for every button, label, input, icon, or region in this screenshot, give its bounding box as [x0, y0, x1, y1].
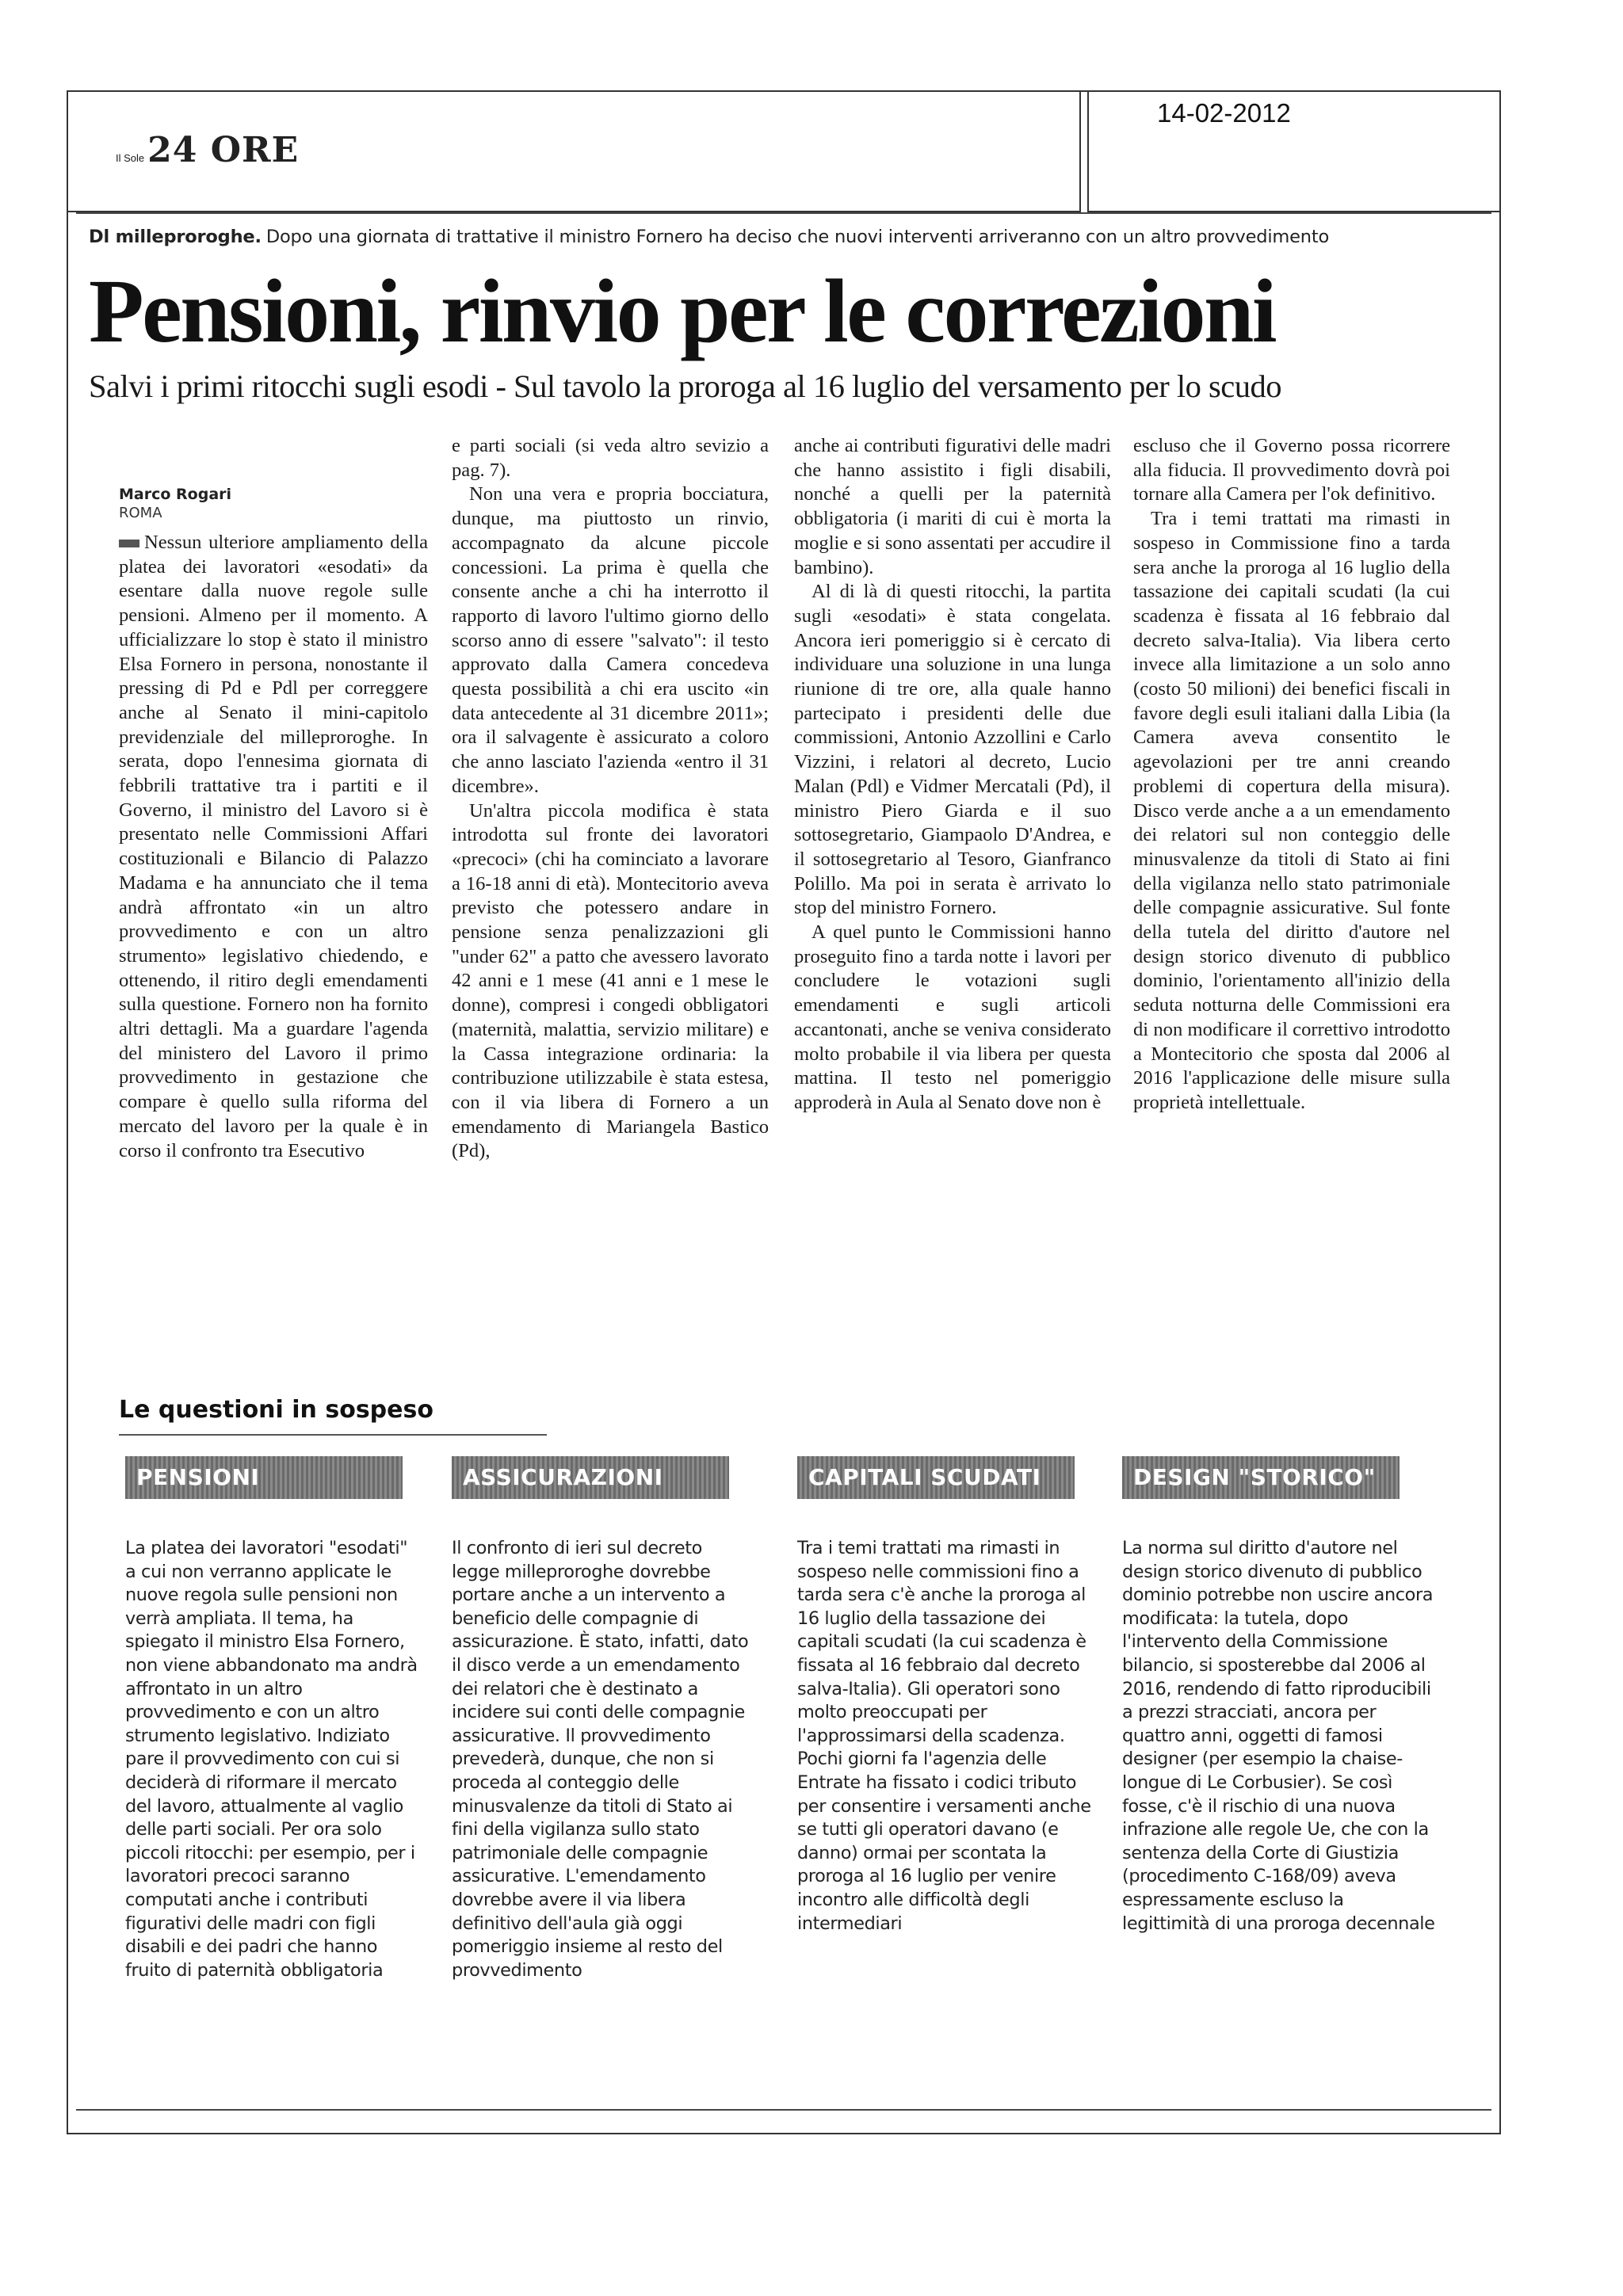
header-divider — [76, 212, 1491, 214]
article-column-3 — [794, 434, 1111, 1116]
footer-divider — [76, 2109, 1491, 2111]
kicker-line — [89, 227, 1499, 247]
box-header-assicurazioni: ASSICURAZIONI — [452, 1456, 729, 1499]
author-byline: Marco Rogari — [119, 486, 232, 503]
headline: Pensioni, rinvio per le correzioni — [89, 261, 1276, 361]
box-header-capitali-scudati: CAPITALI SCUDATI — [797, 1456, 1075, 1499]
article-paragraph: Un'altra piccola modifica è stata introdotta sul fronte dei lavoratori «precoci» (chi ha cominciato a lavorare a 16-18 anni di età). Montecitorio aveva previsto che potessero andare in pensione senza penalizzazioni gli "under 62" a patto che avessero lavorato 42 anni e 1 mese (41 anni e 1 mese le donne), compresi i congedi obbligatori (maternità, malattia, servizio militare) e la Cassa integrazione ordinaria: la contribuzione utilizzabile è stata estesa, con il via libera di Fornero a un emendamento di Mariangela Bastico (Pd), — [452, 799, 769, 1162]
kicker-tag: Dl milleproroghe. — [89, 227, 262, 247]
article-paragraph: Tra i temi trattati ma rimasti in sospeso in Commissione fino a tarda sera anche la proroga al 16 luglio della tassazione dei capitali scudati (la cui scadenza è fissata al 16 febbraio dal decreto salva-Italia). Via libera certo invece alla limitazione a un solo anno (costo 50 milioni) dei benefici fiscali in favore degli esuli italiani dalla Libia (la Camera aveva consentito le agevolazioni per tre anni creando problemi di copertura della misura). Disco verde anche a a un emendamento dei relatori sul non conteggio delle minusvalenze da titoli di Stato ai fini della vigilanza nello stato patrimoniale delle compagnie assicurative. Sul fonte della tutela del diritto d'autore nel design storico divenuto di pubblico dominio, l'orientamento all'inizio della seduta notturna delle Commissioni era di non modificare il correttivo introdotto a Montecitorio che sposta dal 2006 al 2016 l'applicazione delle misure sulla proprietà intellettuale. — [1133, 508, 1450, 1113]
article-paragraph: escluso che il Governo possa ricorrere alla fiducia. Il provvedimento dovrà poi tornare alla Camera per l'ok definitivo. — [1133, 435, 1450, 505]
article-column-4 — [1133, 434, 1450, 1116]
newspaper-logo — [116, 130, 299, 170]
logo-main-text: 24 ORE — [147, 130, 300, 170]
kicker-text: Dopo una giornata di trattative il ministro Fornero ha deciso che nuovi interventi arriveranno con un altro provvedimento — [265, 227, 1330, 247]
paragraph-marker-icon — [119, 540, 139, 547]
subheadline: Salvi i primi ritocchi sugli esodi - Sul tavolo la proroga al 16 luglio del versamento per lo scudo — [89, 368, 1281, 404]
logo-small-text: Il Sole — [116, 152, 145, 164]
sidebar-title-rule — [119, 1434, 547, 1436]
date-box — [1087, 90, 1501, 212]
article-paragraph: A quel punto le Commissioni hanno proseguito fino a tarda notte i lavori per concludere le votazioni sugli emendamenti e sugli articoli accantonati, anche se veniva considerato molto probabile il via libera per questa mattina. Il testo nel pomeriggio approderà in Aula al Senato dove non è — [794, 921, 1111, 1113]
box-text-capitali-scudati: Tra i temi trattati ma rimasti in sospeso nelle commissioni fino a tarda sera c'è anche la proroga al 16 luglio della tassazione dei capitali scudati (la cui scadenza è fissata al 16 febbraio dal decreto salva-Italia). Gli operatori sono molto preoccupati per l'approssimarsi della scadenza. Pochi giorni fa l'agenzia delle Entrate ha fissato i codici tributo per consentire i versamenti anche se tutti gli operatori davano (e danno) ormai per scontata la proroga al 16 luglio per venire incontro alle difficoltà degli intermediari — [797, 1538, 1091, 1934]
article-paragraph: e parti sociali (si veda altro sevizio a pag. 7). — [452, 435, 769, 481]
article-paragraph: Nessun ulteriore ampliamento della platea dei lavoratori «esodati» da esentare dalla nuove regole sulle pensioni. Almeno per il momento. A ufficializzare lo stop è stato il ministro Elsa Fornero in persona, nonostante il pressing di Pd e Pdl per correggere anche al Senato il mini-capitolo previdenziale del milleproroghe. In serata, dopo l'ennesima giornata di febbrili trattative tra i partiti e il Governo, il ministro del Lavoro si è presentato nelle Commissioni Affari costituzionali e Bilancio di Palazzo Madama e ha annunciato che il tema andrà affrontato «in un altro provvedimento e con un altro strumento» legislativo chiedendo, e ottenendo, il ritiro degli emendamenti sulla questione. Fornero non ha fornito altri dettagli. Ma a guardare l'agenda del ministero del Lavoro il primo provvedimento in gestazione che compare è quello sulla riforma del mercato del lavoro per la quale è in corso il confronto tra Esecutivo — [119, 532, 428, 1161]
box-text-pensioni: La platea dei lavoratori "esodati" a cui non verranno applicate le nuove regola sulle pensioni non verrà ampliata. Il tema, ha spiegato il ministro Elsa Fornero, non viene abbandonato ma andrà affrontato in un altro provvedimento e con un altro strumento legislativo. Indiziato pare il provvedimento con cui si deciderà di riformare il mercato del lavoro, attualmente al vaglio delle parti sociali. Per ora solo piccoli ritocchi: per esempio, per i lavoratori precoci saranno computati anche i contributi figurativi delle madri con figli disabili e dei padri che hanno fruito di paternità obbligatoria — [125, 1538, 418, 1981]
article-column-2 — [452, 434, 769, 1164]
article-paragraph: anche ai contributi figurativi delle madri che hanno assistito i figli disabili, nonché a quelli per la paternità obbligatoria (i mariti di cui è morta la moglie e si sono assentati per accudire il bambino). — [794, 435, 1111, 578]
dateline-city: ROMA — [119, 505, 162, 521]
box-header-pensioni: PENSIONI — [125, 1456, 403, 1499]
article-paragraph: Non una vera e propria bocciatura, dunque, ma piuttosto un rinvio, accompagnato da alcune piccole concessioni. La prima è quella che consente anche a chi ha interrotto il rapporto di lavoro l'ultimo giorno dello scorso anno di essere "salvato": il testo approvato dalla Camera concedeva questa possibilità a chi era uscito «in data antecedente al 31 dicembre 2011»; ora il salvagente è assicurato a coloro che anno lasciato l'azienda «entro il 31 dicembre». — [452, 483, 769, 797]
publication-date: 14-02-2012 — [1157, 98, 1291, 128]
sidebar-title: Le questioni in sospeso — [119, 1396, 433, 1424]
article-paragraph: Al di là di questi ritocchi, la partita sugli «esodati» è stata congelata. Ancora ieri pomeriggio si è cercato di individuare una soluzione in una lunga riunione di tre ore, alla quale hanno partecipato i presidenti delle due commissioni, Antonio Azzollini e Carlo Vizzini, i relatori al decreto, Lucio Malan (Pdl) e Vidmer Mercatali (Pd), il ministro Piero Giarda e il suo sottosegretario, Giampaolo D'Andrea, e il sottosegretario al Tesoro, Gianfranco Polillo. Ma poi in serata è arrivato lo stop del ministro Fornero. — [794, 581, 1111, 919]
article-column-1 — [119, 485, 428, 1163]
box-text-assicurazioni: Il confronto di ieri sul decreto legge milleproroghe dovrebbe portare anche a un intervento a beneficio delle compagnie di assicurazione. È stato, infatti, dato il disco verde a un emendamento dei relatori che è destinato a incidere sui conti delle compagnie assicurative. Il provvedimento prevederà, dunque, che non si proceda al conteggio delle minusvalenze da titoli di Stato ai fini della vigilanza sullo stato patrimoniale delle compagnie assicurative. L'emendamento dovrebbe avere il via libera definitivo dell'aula già oggi pomeriggio insieme al resto del provvedimento — [452, 1538, 749, 1981]
box-header-design-storico: DESIGN "STORICO" — [1122, 1456, 1400, 1499]
box-text-design-storico: La norma sul diritto d'autore nel design storico divenuto di pubblico dominio potrebbe non uscire ancora modificata: la tutela, dopo l'intervento della Commissione bilancio, si sposterebbe dal 2006 al 2016, rendendo di fatto riproducibili a prezzi stracciati, ancora per quattro anni, oggetti di famosi designer (per esempio la chaise-longue di Le Corbusier). Se così fosse, c'è il rischio di una nuova infrazione alle regole Ue, che con la sentenza della Corte di Giustizia (procedimento C-168/09) aveva espressamente escluso la legittimità di una proroga decennale — [1122, 1538, 1435, 1934]
